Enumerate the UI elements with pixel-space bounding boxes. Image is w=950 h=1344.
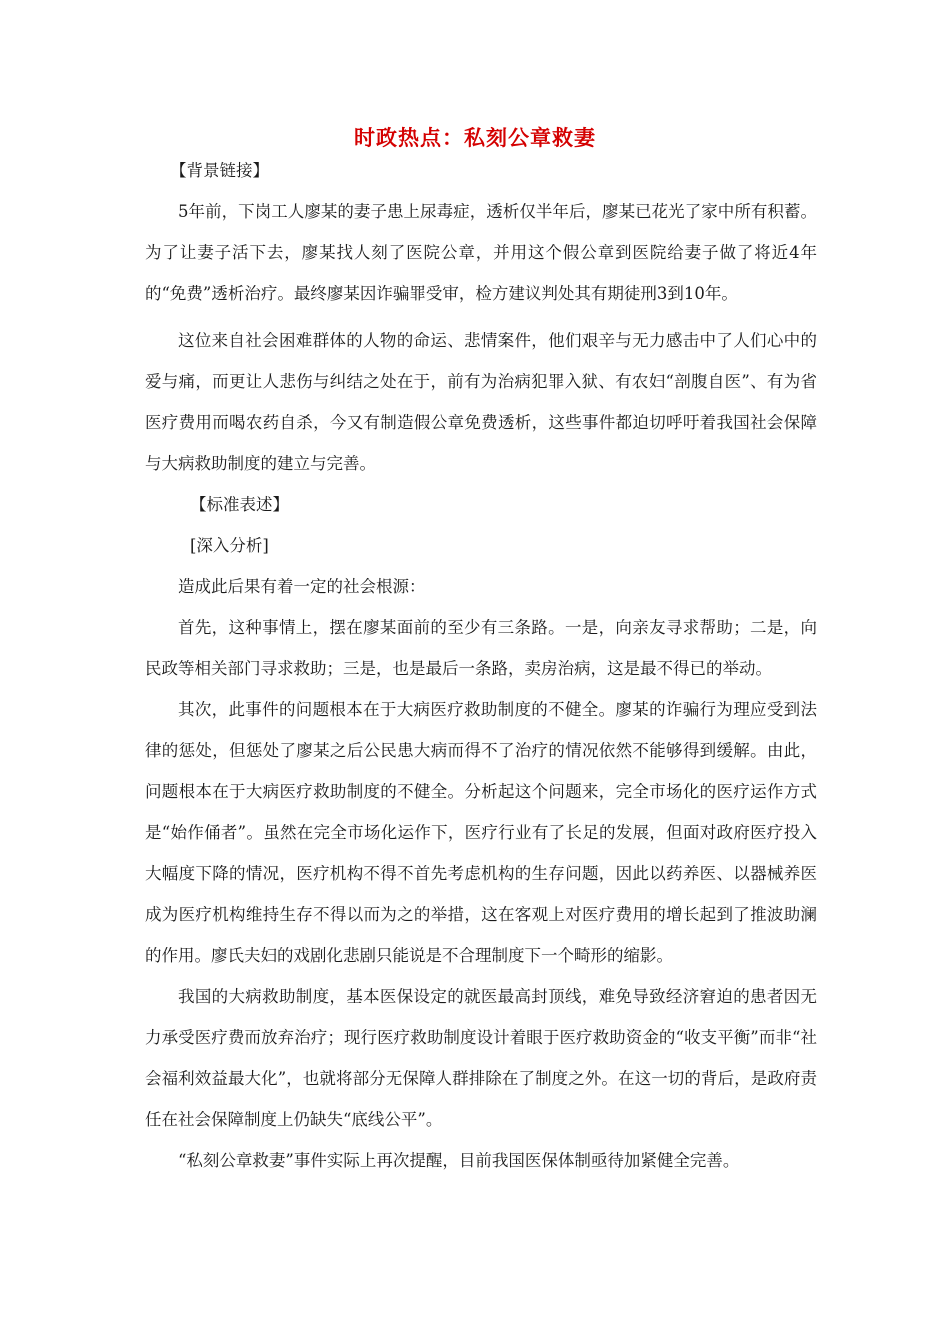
analysis-paragraph-1: 首先，这种事情上，摆在廖某面前的至少有三条路。一是，向亲友寻求帮助；二是，向民政等相关部门寻求救助；三是，也是最后一条路，卖房治病，这是最不得已的举动。: [145, 618, 817, 678]
background-heading: 【背景链接】: [170, 161, 269, 180]
analysis-intro: 造成此后果有着一定的社会根源：: [178, 577, 426, 596]
background-paragraph-2: 这位来自社会困难群体的人物的命运、悲情案件，他们艰辛与无力感击中了人们心中的爱与痛，而更让人悲伤与纠结之处在于，前有为治病犯罪入狱、有农妇“剖腹自医”、有为省医疗费用而喝农药自杀，今又有制造假公章免费透析，这些事件都迫切呼吁着我国社会保障与大病救助制度的建立与完善。: [145, 331, 817, 473]
analysis-paragraph-2: 其次，此事件的问题根本在于大病医疗救助制度的不健全。廖某的诈骗行为理应受到法律的惩处，但惩处了廖某之后公民患大病而得不了治疗的情况依然不能够得到缓解。由此，问题根本在于大病医疗救助制度的不健全。分析起这个问题来，完全市场化的医疗运作方式是“始作俑者”。虽然在完全市场化运作下，医疗行业有了长足的发展，但面对政府医疗投入大幅度下降的情况，医疗机构不得不首先考虑机构的生存问题，因此以药养医、以器械养医成为医疗机构维持生存不得以而为之的举措，这在客观上对医疗费用的增长起到了推波助澜的作用。廖氏夫妇的戏剧化悲剧只能说是不合理制度下一个畸形的缩影。: [145, 700, 817, 965]
page-title: 时政热点：私刻公章救妻: [354, 125, 596, 150]
analysis-paragraph-3: 我国的大病救助制度，基本医保设定的就医最高封顶线，难免导致经济窘迫的患者因无力承受医疗费而放弃治疗；现行医疗救助制度设计着眼于医疗救助资金的“收支平衡”而非“社会福利效益最大化”，也就将部分无保障人群排除在了制度之外。在这一切的背后，是政府责任在社会保障制度上仍缺失“底线公平”。: [145, 987, 817, 1129]
analysis-heading: [深入分析]: [190, 536, 269, 555]
conclusion-paragraph: “私刻公章救妻”事件实际上再次提醒，目前我国医保体制亟待加紧健全完善。: [178, 1151, 740, 1170]
standard-heading: 【标准表述】: [190, 495, 289, 514]
document-body: [145, 150, 817, 1181]
background-paragraph-1: 5年前，下岗工人廖某的妻子患上尿毒症，透析仅半年后，廖某已花光了家中所有积蓄。为了让妻子活下去，廖某找人刻了医院公章，并用这个假公章到医院给妻子做了将近4年的“免费”透析治疗。最终廖某因诈骗罪受审，检方建议判处其有期徒刑3到10年。: [145, 202, 817, 303]
